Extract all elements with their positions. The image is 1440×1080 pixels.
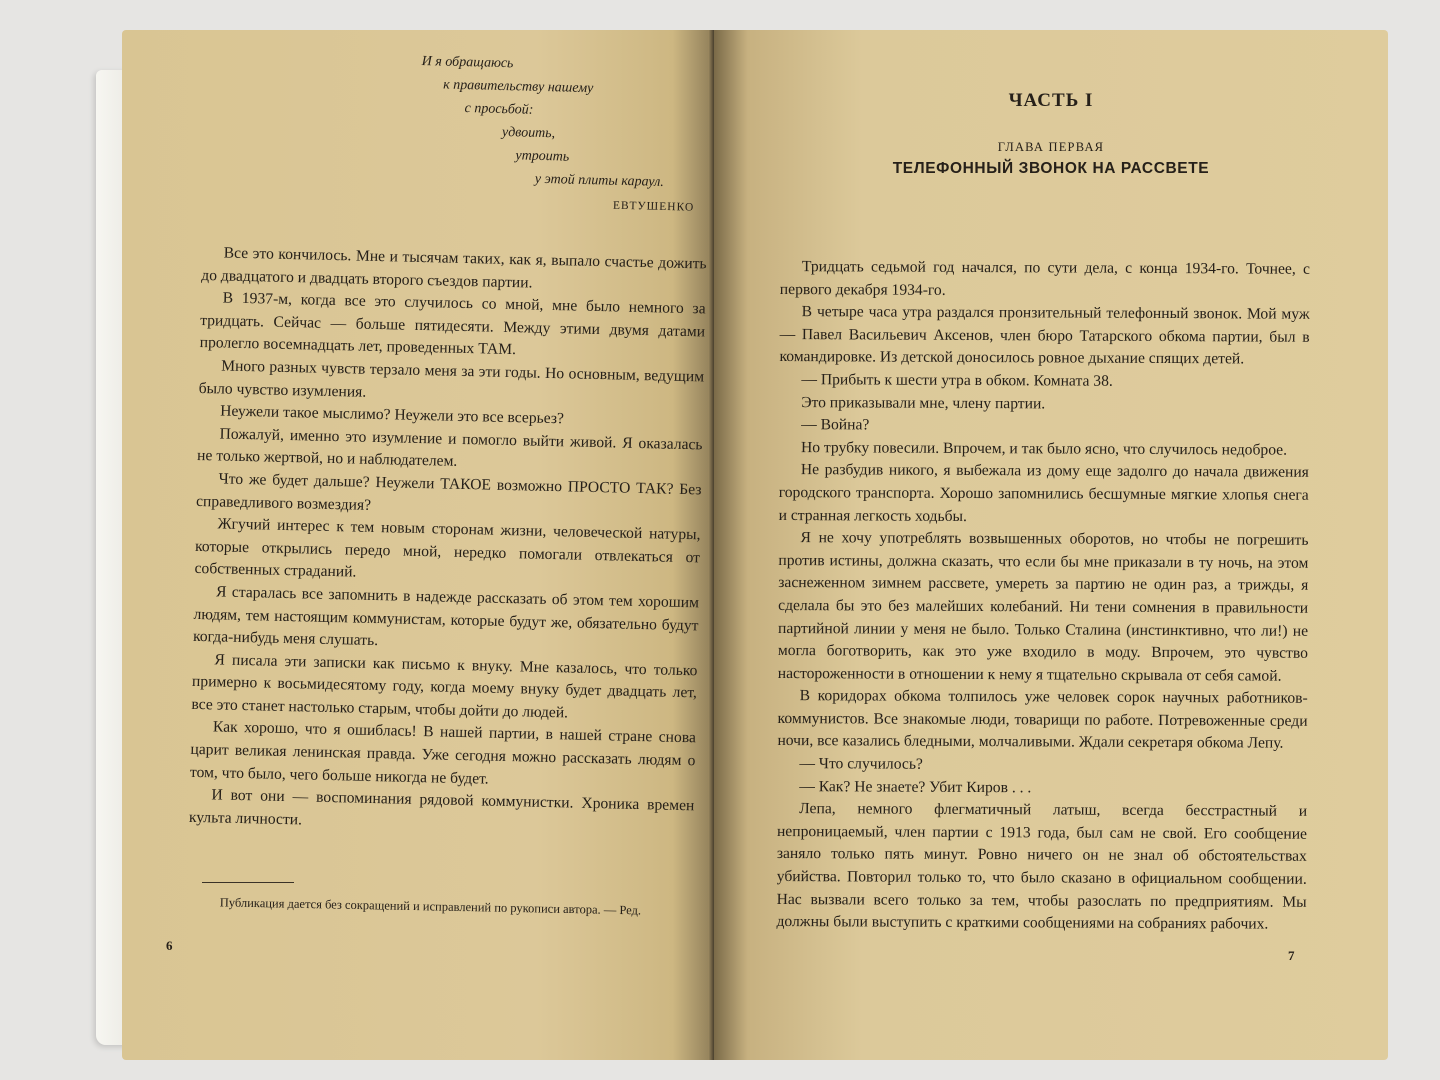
paragraph: Жгучий интерес к тем новым сторонам жизни, человеческой натуры, которые открылись передо мной, нередко помогали отвлекаться от собственных страданий. [194, 515, 701, 581]
paragraph: — Прибыть к шести утра в обком. Комната 38. [801, 371, 1113, 390]
epigraph-line: утроить [515, 148, 570, 165]
epigraph-author: ЕВТУШЕНКО [612, 199, 695, 214]
left-page-body [189, 242, 707, 841]
paragraph: В четыре часа утра раздался пронзительный телефонный звонок. Мой муж — Павел Васильевич Аксенов, член бюро Татарского обкома партии, был в командировке. Из детской доносилось ровное дыхание спящих детей. [779, 303, 1310, 368]
paragraph: — Что случилось? [799, 755, 923, 773]
paragraph: И вот они — воспоминания рядовой коммунистки. Хроника времен культа личности. [188, 786, 695, 829]
page-number-left: 6 [166, 938, 173, 953]
paragraph: Много разных чувств терзало меня за эти годы. Но основным, ведущим было чувство изумления. [198, 357, 705, 401]
left-page [122, 30, 714, 1060]
paragraph: Неужели такое мыслимо? Неужели это все всерьез? [219, 402, 565, 428]
epigraph-line: у этой плиты караул. [534, 171, 664, 190]
page-number-right: 7 [1288, 948, 1295, 963]
paragraph: В коридорах обкома толпилось уже человек сорок научных работников-коммунистов. Все знакомые люди, товарищи по работе. Потревоженные среди ночи, все казались бледными, молчаливыми. Ждали секретаря обкома Лепу. [777, 687, 1308, 753]
paragraph: Это приказывали мне, члену партии. [801, 393, 1046, 412]
epigraph-line: удвоить, [501, 124, 556, 142]
paragraph: Пожалуй, именно это изумление и помогло выйти живой. Я оказалась не только жертвой, но и наблюдателем. [196, 425, 703, 471]
book-spread [96, 30, 1388, 1060]
epigraph-line: И я обращаюсь [421, 53, 514, 72]
right-page [714, 30, 1388, 1060]
chapter-title: ТЕЛЕФОННЫЙ ЗВОНОК НА РАССВЕТЕ [892, 160, 1210, 177]
paragraph: Лепа, немного флегматичный латыш, всегда бесстрастный и непроницаемый, член партии с 1913 года, был сам не свой. Его сообщение заняло только пять минут. Ровно ничего он не знал об обстоятельствах убийства. Повторил только то, что было сказано в официальном сообщении. Нас вызвали всего только за тем, чтобы разослать по предприятиям. Мы должны были выступить с краткими сообщениями на собраниях рабочих. [776, 800, 1308, 933]
paragraph: Все это кончилось. Мне и тысячам таких, как я, выпало счастье дожить до двадцатого и двадцать второго съездов партии. [201, 244, 707, 292]
paragraph: — Как? Не знаете? Убит Киров . . . [799, 777, 1032, 796]
footnote: Публикация дается без сокращений и исправлений по рукописи автора. — Ред. [219, 895, 642, 918]
paragraph: Тридцать седьмой год начался, по сути дела, с конца 1934-го. Точнее, с первого декабря 1934-го. [779, 258, 1310, 299]
paragraph: Не разбудив никого, я выбежала из дому еще задолго до начала движения городского транспорта. Хорошо запомнились бесшумные мягкие хлопья снега и странная легкость ходьбы. [778, 461, 1309, 525]
right-page-body [776, 256, 1310, 937]
epigraph [418, 50, 712, 220]
paragraph: Но трубку повесили. Впрочем, и так было ясно, что случилось недоброе. [800, 438, 1288, 459]
paragraph: Что же будет дальше? Неужели ТАКОЕ возможно ПРОСТО ТАК? Без справедливого возмездия? [195, 470, 702, 514]
epigraph-line: к правительству нашему [442, 77, 594, 97]
paragraph: Как хорошо, что я ошиблась! В нашей партии, в нашей стране снова царит великая ленинская правда. Уже сегодня можно рассказать людям о том, что было, чего больше никогда не будет. [189, 718, 697, 788]
chapter-label: ГЛАВА ПЕРВАЯ [997, 140, 1105, 154]
paragraph: Я не хочу употреблять возвышенных оборотов, но чтобы не погрешить против истины, должна сказать, что если бы мне приказали в ту ночь, на этом заснеженном зимнем рассвете, умереть за партию не один раз, а трижды, я сделала бы это без малейших колебаний. Ни тени сомнения в правильности партийной линии у меня не было. Только Сталина (инстинктивно, что ли!) не могла боготворить, как это уже входило в моду. Впрочем, это чувство настороженности в отношении к нему я тщательно скрывала от себя самой. [777, 529, 1309, 685]
paragraph: В 1937-м, когда все это случилось со мной, мне было немного за тридцать. Сейчас — больше пятидесяти. Между этими двумя датами пролегло восемнадцать лет, проведенных ТАМ. [199, 289, 706, 359]
epigraph-line: с просьбой: [464, 101, 534, 118]
paragraph: — Война? [801, 416, 870, 434]
paragraph: Я старалась все запомнить в надежде рассказать об этом тем хорошим людям, тем настоящим коммунистам, которые будут же, обязательно будут когда-нибудь меня слушать. [192, 583, 700, 650]
footnote-divider [202, 882, 294, 883]
part-heading: ЧАСТЬ I [1008, 90, 1094, 111]
paragraph: Я писала эти записки как письмо к внуку. Мне казалось, что только примерно к восьмидесятому году, когда моему внуку будет двадцать лет, все это станет настолько старым, чтобы дойти до людей. [191, 651, 698, 722]
